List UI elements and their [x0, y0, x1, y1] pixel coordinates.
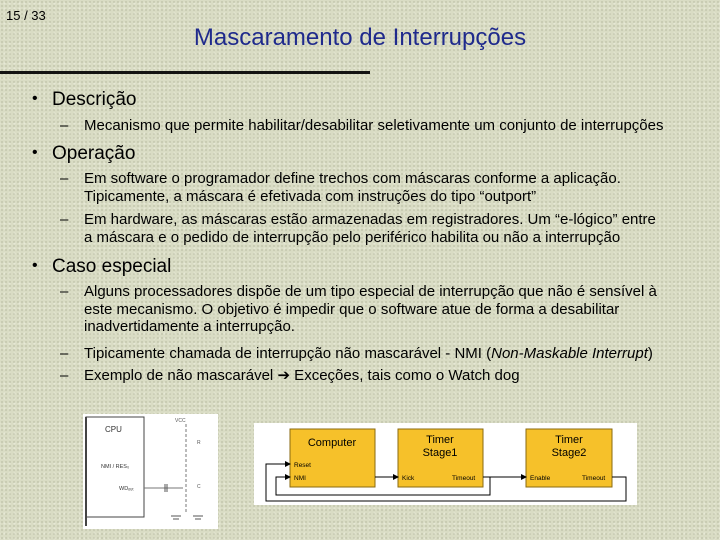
list-item-line: este mecanismo. O objetivo é impedir que o software atue de forma a desabilitar [84, 300, 620, 318]
vcc-label: VCC [175, 418, 186, 424]
list-item-line: Em software o programador define trechos com máscaras conforme a aplicação. [84, 170, 621, 187]
list-item [84, 283, 657, 336]
enable-port-label: Enable [530, 475, 551, 482]
watchdog-circuit-figure [83, 414, 218, 529]
kick-port-label: Kick [402, 475, 415, 482]
computer-label: Computer [307, 437, 357, 449]
bullet: • [32, 144, 38, 161]
arrow-right-icon: ➔ [277, 367, 291, 384]
text: Exceções, tais como o Watch dog [290, 367, 520, 384]
cpu-label: CPU [105, 425, 122, 434]
r-label: R [197, 440, 201, 446]
nmi-port-label: NMI [294, 475, 306, 482]
bullet: • [32, 90, 38, 107]
text: Tipicamente chamada de interrupção não mascarável - NMI ( [84, 345, 492, 362]
list-item [84, 170, 621, 205]
list-item-line: Em hardware, as máscaras estão armazenadas em registradores. Um “e-lógico” entre [84, 211, 656, 228]
wdo-label: WDₒᵤₜ [119, 486, 134, 492]
timer2-label: Stage2 [551, 447, 587, 459]
dash: – [60, 211, 69, 228]
dash: – [60, 345, 69, 362]
timer1-label: Stage1 [422, 447, 458, 459]
timeout2-port-label: Timeout [582, 475, 606, 482]
slide-number: 15 / 33 [6, 8, 46, 23]
title-underline [0, 71, 370, 74]
timer1-label: Timer [426, 434, 454, 446]
circuit-schematic [83, 414, 218, 529]
list-item [84, 367, 520, 385]
italic-text: Non-Maskable Interrupt [491, 345, 648, 362]
section-heading-operacao: Operação [52, 143, 136, 164]
slide-title: Mascaramento de Interrupções [193, 24, 527, 51]
list-item-line: inadvertidamente a interrupção. [84, 318, 295, 335]
reset-port-label: Reset [294, 462, 311, 469]
nmi-label: NMI / RES₀ [101, 464, 130, 470]
list-item [84, 211, 656, 246]
dash: – [60, 367, 69, 384]
dash: – [60, 283, 69, 300]
list-item-line: Tipicamente, a máscara é efetivada com instruções do tipo “outport” [84, 187, 537, 205]
text: ) [647, 345, 653, 362]
timeout1-port-label: Timeout [452, 475, 476, 482]
block-diagram-svg [254, 423, 637, 505]
watchdog-block-diagram [254, 423, 637, 505]
bullet: • [32, 257, 38, 274]
section-heading-descricao: Descrição [52, 89, 137, 110]
list-item-line: Alguns processadores dispõe de um tipo especial de interrupção que não é sensível à [84, 283, 657, 300]
list-item-line: a máscara e o pedido de interrupção pelo periférico habilita ou não a interrupção [84, 228, 621, 246]
dash: – [60, 117, 69, 134]
list-item: Mecanismo que permite habilitar/desabilitar seletivamente um conjunto de interrupções [84, 117, 664, 134]
dash: – [60, 170, 69, 187]
list-item [84, 345, 653, 363]
c-label: C [197, 484, 201, 490]
section-heading-caso-especial: Caso especial [52, 256, 172, 277]
text: Exemplo de não mascarável [84, 367, 278, 384]
timer2-label: Timer [555, 434, 583, 446]
